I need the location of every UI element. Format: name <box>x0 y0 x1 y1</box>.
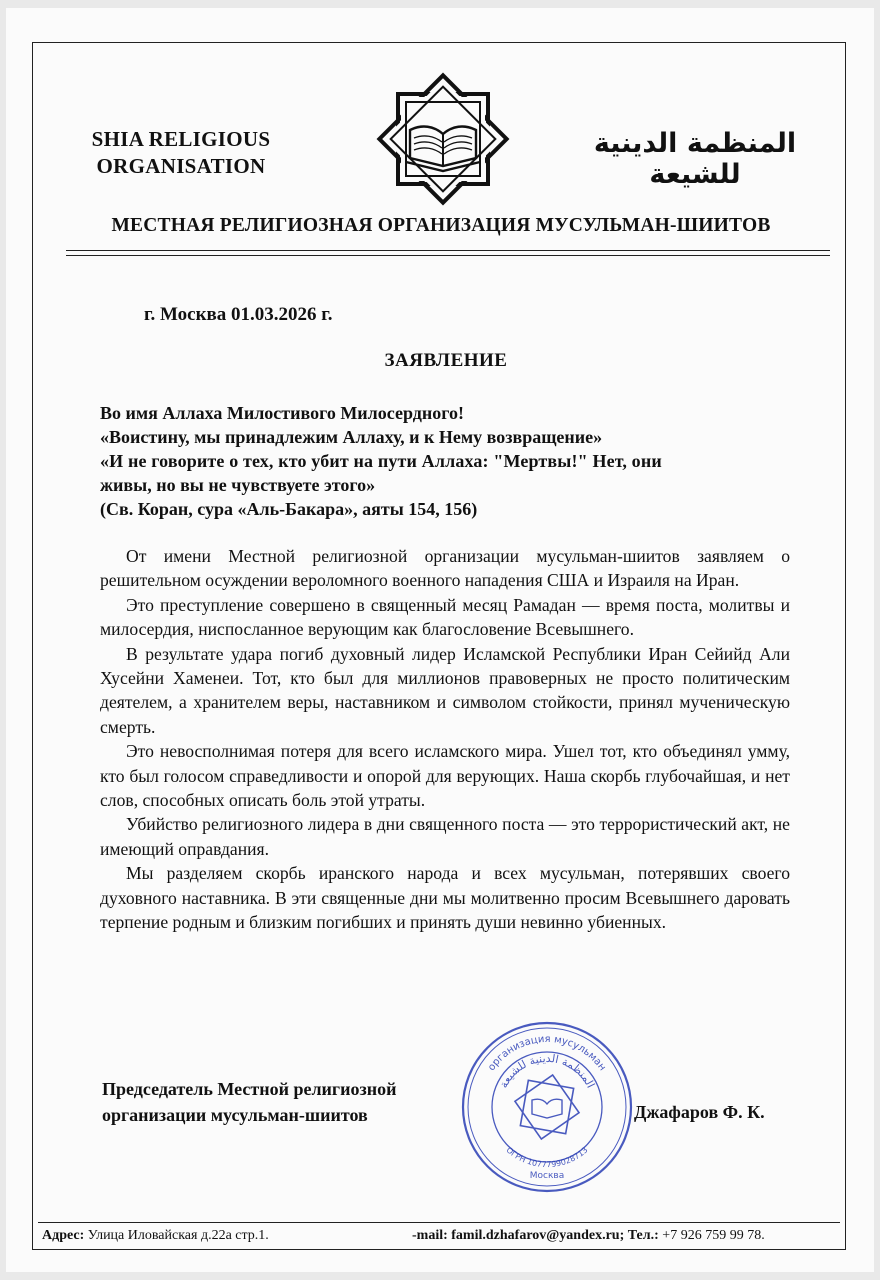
signer-name: Джафаров Ф. К. <box>634 1102 765 1122</box>
organisation-seal-icon <box>458 1018 636 1196</box>
quote-line: «И не говорите о тех, кто убит на пути Аллаха: "Мертвы!" Нет, они <box>100 451 662 471</box>
footer-divider <box>38 1222 840 1223</box>
quote-line: «Воистину, мы принадлежим Аллаху, и к Нему возвращение» <box>100 427 603 447</box>
phone-value[interactable]: +7 926 759 99 78. <box>658 1228 765 1243</box>
paragraph: Это невосполнимая потеря для всего исламского мира. Ушел тот, кто объединял умму, кто был голосом справедливости и опорой для верующих. Наша скорбь глубочайшая, и нет слов, способных описать боль этой утраты. <box>100 741 790 811</box>
stamp-text-bottom: ОГРН 1077799028713 <box>504 1145 590 1170</box>
phone-label: ; Тел.: <box>619 1228 659 1243</box>
paragraph: В результате удара погиб духовный лидер Исламской Республики Иран Сейийд Али Хусейни Хаменеи. Тот, кто был для миллионов правоверных не просто политическим деятелем, а хранителем веры, наставником и символом стойкости, принял мученическую смерть. <box>100 643 790 737</box>
stamp-text-city: Москва <box>529 1171 565 1181</box>
header-divider <box>66 250 830 251</box>
header-divider-thin <box>66 255 830 256</box>
org-name-arabic: المنظمة الدينية للشيعة <box>593 128 797 190</box>
city-date: г. Москва 01.03.2026 г. <box>144 304 333 325</box>
paragraph: Это преступление совершено в священный месяц Рамадан — время поста, молитвы и милосердия, ниспосланное верующим как благословение Всевышнего. <box>100 594 790 640</box>
svg-text:ОГРН 1077799028713 <box>504 1145 589 1169</box>
quran-quote <box>100 401 800 521</box>
stamp-text-arabic: المنظمة الدينية للشيعة <box>496 1051 598 1091</box>
quote-line: Во имя Аллаха Милостивого Милосердного! <box>100 403 464 423</box>
statement-body <box>100 544 790 935</box>
quote-line: живы, но вы не чувствуете этого» <box>100 475 376 495</box>
paragraph: От имени Местной религиозной организации мусульман-шиитов заявляем о решительном осуждении вероломного военного нападения США и Израиля на Иран. <box>100 546 790 591</box>
stamp-text-top: организация мусульман <box>486 1033 608 1074</box>
signer-title: Председатель Местной религиозной организации мусульман-шиитов <box>102 1079 397 1125</box>
quote-line: (Св. Коран, сура «Аль-Бакара», аяты 154, 156) <box>100 499 478 519</box>
document-title: ЗАЯВЛЕНИЕ <box>384 350 508 371</box>
paragraph: Убийство религиозного лидера в дни священного поста — это террористический акт, не имеющий оправдания. <box>100 814 790 859</box>
paragraph: Мы разделяем скорбь иранского народа и всех мусульман, потерявших своего духовного наставника. В эти священные дни мы молитвенно просим Всевышнего даровать терпение родным и близким погибших и принять души невинно убиенных. <box>100 863 790 933</box>
org-name-english: SHIA RELIGIOUS ORGANISATION <box>91 127 271 178</box>
org-name-russian: МЕСТНАЯ РЕЛИГИОЗНАЯ ОРГАНИЗАЦИЯ МУСУЛЬМАН-ШИИТОВ <box>111 215 771 236</box>
address-label: Адрес: <box>42 1228 85 1243</box>
email-link[interactable]: -mail: famil.dzhafarov@yandex.ru <box>412 1228 620 1243</box>
address-value: Улица Иловайская д.22а стр.1. <box>84 1228 269 1243</box>
open-book-star-icon <box>364 60 522 218</box>
document-page <box>6 8 874 1272</box>
